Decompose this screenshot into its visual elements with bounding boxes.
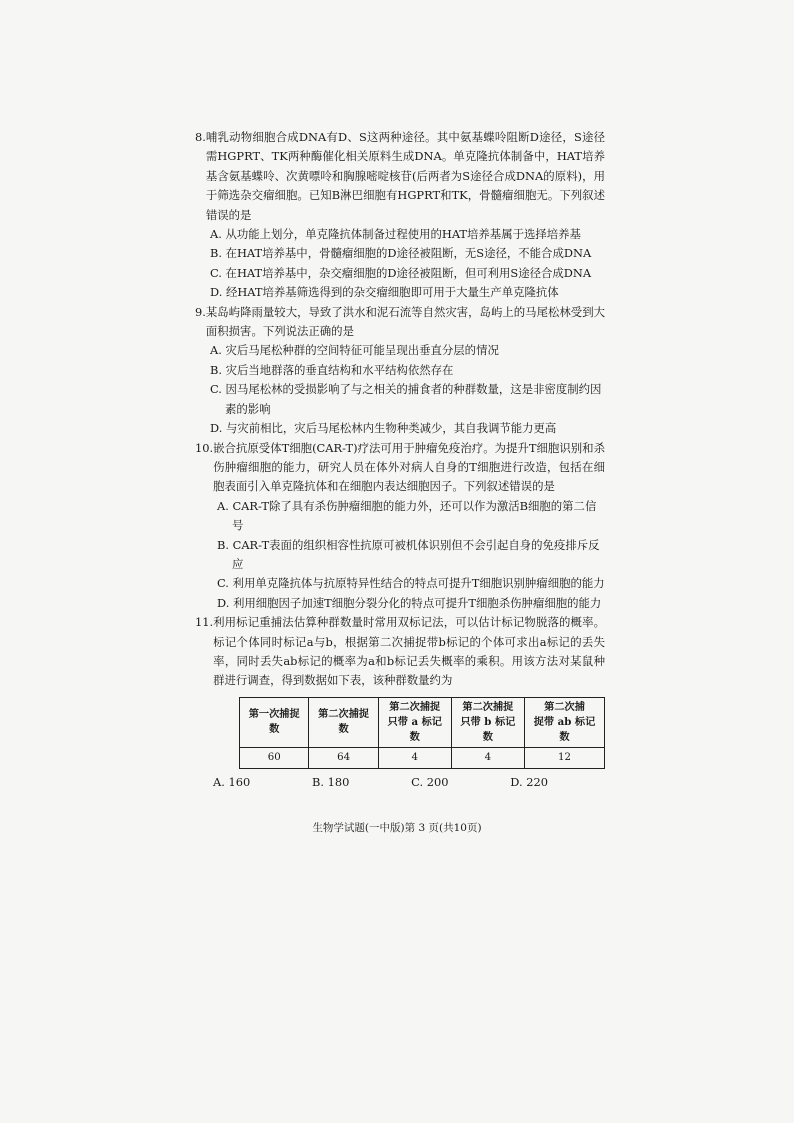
table-header-cell: 第二次捕捉 只带 b 标记数 <box>451 697 524 747</box>
table-cell: 60 <box>240 747 309 768</box>
table-row <box>240 747 605 768</box>
table-header-cell: 第二次捕捉 只带 a 标记数 <box>378 697 451 747</box>
question-number: 11. <box>195 615 214 630</box>
capture-data-table <box>239 697 605 769</box>
table-cell: 4 <box>378 747 451 768</box>
table-header-cell: 第一次捕捉数 <box>240 697 309 747</box>
table-header-row <box>240 697 605 747</box>
page-footer: 生物学试题(一中版)第 3 页(共10页) <box>312 822 482 834</box>
exam-page <box>195 128 605 792</box>
question-10 <box>195 439 605 614</box>
option-b: B. CAR-T表面的组织相容性抗原可被机体识别但不会引起自身的免疫排斥反应 <box>217 537 600 571</box>
option-a: A. 从功能上划分，单克隆抗体制备过程使用的HAT培养基属于选择培养基 <box>210 227 581 242</box>
table-header-cell: 第二次捕捉数 <box>309 697 378 747</box>
question-9 <box>195 303 605 439</box>
question-stem: 某岛屿降雨量较大，导致了洪水和泥石流等自然灾害，岛屿上的马尾松林受到大面积损害。下列说法正确的是 <box>205 304 605 339</box>
option-c: C. 因马尾松林的受损影响了与之相关的捕食者的种群数量，这是非密度制约因素的影响 <box>210 382 602 416</box>
table-cell: 64 <box>309 747 378 768</box>
option-c: C. 在HAT培养基中，杂交瘤细胞的D途径被阻断，但可利用S途径合成DNA <box>210 265 592 280</box>
option-d: D. 利用细胞因子加速T细胞分裂分化的特点可提升T细胞杀伤肿瘤细胞的能力 <box>217 595 602 610</box>
option-d: D. 经HAT培养基筛选得到的杂交瘤细胞即可用于大量生产单克隆抗体 <box>210 285 559 300</box>
option-a: A. 灾后马尾松种群的空间特征可能呈现出垂直分层的情况 <box>210 343 499 358</box>
answer-options <box>213 773 548 792</box>
question-8 <box>195 128 605 303</box>
question-stem: 利用标记重捕法估算种群数量时常用双标记法，可以估计标记物脱落的概率。标记个体同时标记a与b，根据第二次捕捉带b标记的个体可求出a标记的丢失率，同时丢失ab标记的概率为a和b标记丢失概率的乘积。用该方法对某鼠种群进行调查，得到数据如下表，该种群数量约为 <box>213 615 605 688</box>
question-stem: 哺乳动物细胞合成DNA有D、S这两种途径。其中氨基蝶呤阻断D途径，S途径需HGPRT、TK两种酶催化相关原料生成DNA。单克隆抗体制备中，HAT培养基含氨基蝶呤、次黄嘌呤和胸腺嘧啶核苷(后两者为S途径合成DNA的原料)，用于筛选杂交瘤细胞。已知B淋巴细胞有HGPRT和TK，骨髓瘤细胞无。下列叙述错误的是 <box>205 130 605 222</box>
table-cell: 12 <box>525 747 605 768</box>
table-cell: 4 <box>451 747 524 768</box>
option-b: B. 180 <box>312 774 350 789</box>
question-stem: 嵌合抗原受体T细胞(CAR-T)疗法可用于肿瘤免疫治疗。为提升T细胞识别和杀伤肿瘤细胞的能力，研究人员在体外对病人自身的T细胞进行改造，包括在细胞表面引入单克隆抗体和在细胞内表达细胞因子。下列叙述错误的是 <box>213 440 605 494</box>
option-c: C. 利用单克隆抗体与抗原特异性结合的特点可提升T细胞识别肿瘤细胞的能力 <box>217 576 605 591</box>
option-d: D. 与灾前相比，灾后马尾松林内生物种类减少，其自我调节能力更高 <box>210 421 557 436</box>
option-b: B. 灾后当地群落的垂直结构和水平结构依然存在 <box>210 362 454 377</box>
option-d: D. 220 <box>510 774 548 789</box>
table-header-cell: 第二次捕 捉带 ab 标记数 <box>525 697 605 747</box>
question-11 <box>195 613 605 792</box>
option-c: C. 200 <box>411 774 449 789</box>
question-number: 10. <box>195 440 214 455</box>
question-number: 8. <box>195 130 206 144</box>
option-a: A. 160 <box>213 774 251 789</box>
question-number: 9. <box>195 304 206 319</box>
option-b: B. 在HAT培养基中，骨髓瘤细胞的D途径被阻断，无S途径，不能合成DNA <box>210 246 592 261</box>
option-a: A. CAR-T除了具有杀伤肿瘤细胞的能力外，还可以作为激活B细胞的第二信号 <box>217 498 597 533</box>
